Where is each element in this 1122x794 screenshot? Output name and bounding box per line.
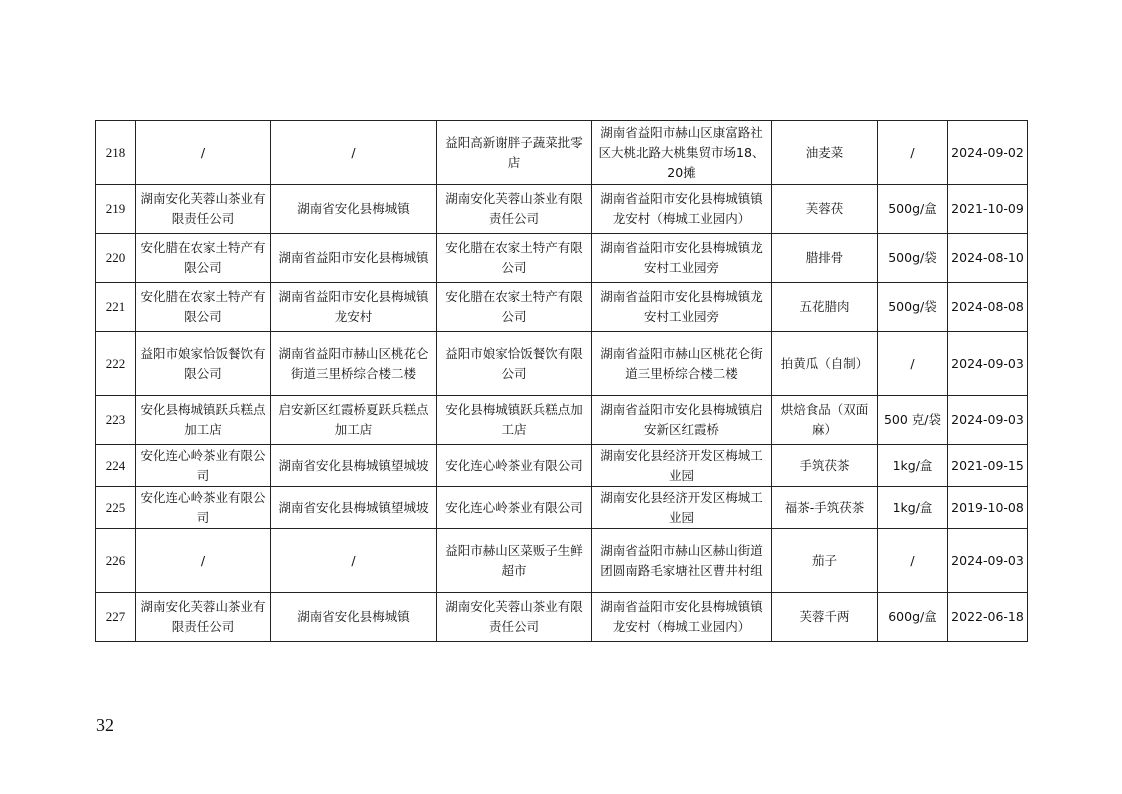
- row-number-cell: 220: [96, 234, 136, 283]
- seller-address-cell: 湖南省益阳市赫山区赫山街道团圆南路毛家塘社区曹井村组: [592, 529, 772, 593]
- production-date-cell: 2019-10-08: [948, 487, 1028, 529]
- seller-address-cell: 湖南省益阳市安化县梅城镇镇龙安村（梅城工业园内）: [592, 593, 772, 642]
- page-number: 32: [96, 715, 114, 735]
- product-name-cell: 手筑茯茶: [772, 445, 878, 487]
- product-name-cell: 油麦菜: [772, 121, 878, 185]
- producer-name-cell: 安化县梅城镇跃兵糕点加工店: [136, 396, 271, 445]
- table-row: [96, 487, 1028, 529]
- seller-name-cell: 益阳市娘家恰饭餐饮有限公司: [437, 332, 592, 396]
- producer-address-cell: 湖南省益阳市安化县梅城镇: [271, 234, 437, 283]
- producer-address-cell: /: [271, 121, 437, 185]
- production-date-cell: 2022-06-18: [948, 593, 1028, 642]
- seller-name-cell: 安化县梅城镇跃兵糕点加工店: [437, 396, 592, 445]
- producer-name-cell: 湖南安化芙蓉山茶业有限责任公司: [136, 185, 271, 234]
- production-date-cell: 2024-09-02: [948, 121, 1028, 185]
- table-row: [96, 185, 1028, 234]
- seller-name-cell: 安化腊在农家土特产有限公司: [437, 234, 592, 283]
- specification-cell: 600g/盒: [878, 593, 948, 642]
- product-name-cell: 腊排骨: [772, 234, 878, 283]
- sampling-results-table: [95, 120, 1028, 642]
- production-date-cell: 2024-08-10: [948, 234, 1028, 283]
- seller-name-cell: 安化连心岭茶业有限公司: [437, 487, 592, 529]
- producer-address-cell: 湖南省益阳市赫山区桃花仑街道三里桥综合楼二楼: [271, 332, 437, 396]
- row-number-cell: 221: [96, 283, 136, 332]
- producer-address-cell: 湖南省安化县梅城镇望城坡: [271, 487, 437, 529]
- table-row: [96, 445, 1028, 487]
- production-date-cell: 2021-10-09: [948, 185, 1028, 234]
- producer-address-cell: 湖南省益阳市安化县梅城镇龙安村: [271, 283, 437, 332]
- producer-name-cell: /: [136, 121, 271, 185]
- row-number-cell: 219: [96, 185, 136, 234]
- row-number-cell: 218: [96, 121, 136, 185]
- row-number-cell: 226: [96, 529, 136, 593]
- seller-name-cell: 湖南安化芙蓉山茶业有限责任公司: [437, 185, 592, 234]
- seller-address-cell: 湖南安化县经济开发区梅城工业园: [592, 487, 772, 529]
- seller-name-cell: 益阳市赫山区菜贩子生鲜超市: [437, 529, 592, 593]
- producer-address-cell: 湖南省安化县梅城镇望城坡: [271, 445, 437, 487]
- seller-address-cell: 湖南省益阳市赫山区桃花仑街道三里桥综合楼二楼: [592, 332, 772, 396]
- producer-name-cell: 湖南安化芙蓉山茶业有限责任公司: [136, 593, 271, 642]
- row-number-cell: 227: [96, 593, 136, 642]
- product-name-cell: 五花腊肉: [772, 283, 878, 332]
- seller-address-cell: 湖南省益阳市赫山区康富路社区大桃北路大桃集贸市场18、20摊: [592, 121, 772, 185]
- row-number-cell: 223: [96, 396, 136, 445]
- table-row: [96, 529, 1028, 593]
- producer-address-cell: /: [271, 529, 437, 593]
- producer-name-cell: 安化腊在农家土特产有限公司: [136, 283, 271, 332]
- product-name-cell: 福茶-手筑茯茶: [772, 487, 878, 529]
- production-date-cell: 2024-08-08: [948, 283, 1028, 332]
- seller-address-cell: 湖南省益阳市安化县梅城镇镇龙安村（梅城工业园内）: [592, 185, 772, 234]
- seller-name-cell: 安化连心岭茶业有限公司: [437, 445, 592, 487]
- production-date-cell: 2024-09-03: [948, 529, 1028, 593]
- row-number-cell: 225: [96, 487, 136, 529]
- production-date-cell: 2024-09-03: [948, 332, 1028, 396]
- row-number-cell: 224: [96, 445, 136, 487]
- specification-cell: 500 克/袋: [878, 396, 948, 445]
- specification-cell: 500g/袋: [878, 283, 948, 332]
- seller-address-cell: 湖南省益阳市安化县梅城镇龙安村工业园旁: [592, 283, 772, 332]
- specification-cell: 500g/袋: [878, 234, 948, 283]
- seller-address-cell: 湖南省益阳市安化县梅城镇龙安村工业园旁: [592, 234, 772, 283]
- seller-name-cell: 益阳高新谢胖子蔬菜批零店: [437, 121, 592, 185]
- row-number-cell: 222: [96, 332, 136, 396]
- seller-name-cell: 湖南安化芙蓉山茶业有限责任公司: [437, 593, 592, 642]
- specification-cell: 1kg/盒: [878, 445, 948, 487]
- producer-address-cell: 启安新区红霞桥夏跃兵糕点加工店: [271, 396, 437, 445]
- specification-cell: 1kg/盒: [878, 487, 948, 529]
- product-name-cell: 茄子: [772, 529, 878, 593]
- producer-name-cell: /: [136, 529, 271, 593]
- seller-address-cell: 湖南省益阳市安化县梅城镇启安新区红霞桥: [592, 396, 772, 445]
- table-row: [96, 121, 1028, 185]
- table-row: [96, 234, 1028, 283]
- product-name-cell: 拍黄瓜（自制）: [772, 332, 878, 396]
- specification-cell: 500g/盒: [878, 185, 948, 234]
- product-name-cell: 烘焙食品（双面麻）: [772, 396, 878, 445]
- specification-cell: /: [878, 332, 948, 396]
- production-date-cell: 2024-09-03: [948, 396, 1028, 445]
- production-date-cell: 2021-09-15: [948, 445, 1028, 487]
- product-name-cell: 芙蓉茯: [772, 185, 878, 234]
- producer-address-cell: 湖南省安化县梅城镇: [271, 185, 437, 234]
- producer-name-cell: 安化腊在农家土特产有限公司: [136, 234, 271, 283]
- producer-name-cell: 安化连心岭茶业有限公司: [136, 445, 271, 487]
- producer-name-cell: 益阳市娘家恰饭餐饮有限公司: [136, 332, 271, 396]
- table-row: [96, 283, 1028, 332]
- producer-address-cell: 湖南省安化县梅城镇: [271, 593, 437, 642]
- specification-cell: /: [878, 121, 948, 185]
- table-row: [96, 593, 1028, 642]
- seller-name-cell: 安化腊在农家土特产有限公司: [437, 283, 592, 332]
- product-name-cell: 芙蓉千两: [772, 593, 878, 642]
- table-row: [96, 332, 1028, 396]
- specification-cell: /: [878, 529, 948, 593]
- seller-address-cell: 湖南安化县经济开发区梅城工业园: [592, 445, 772, 487]
- table-row: [96, 396, 1028, 445]
- producer-name-cell: 安化连心岭茶业有限公司: [136, 487, 271, 529]
